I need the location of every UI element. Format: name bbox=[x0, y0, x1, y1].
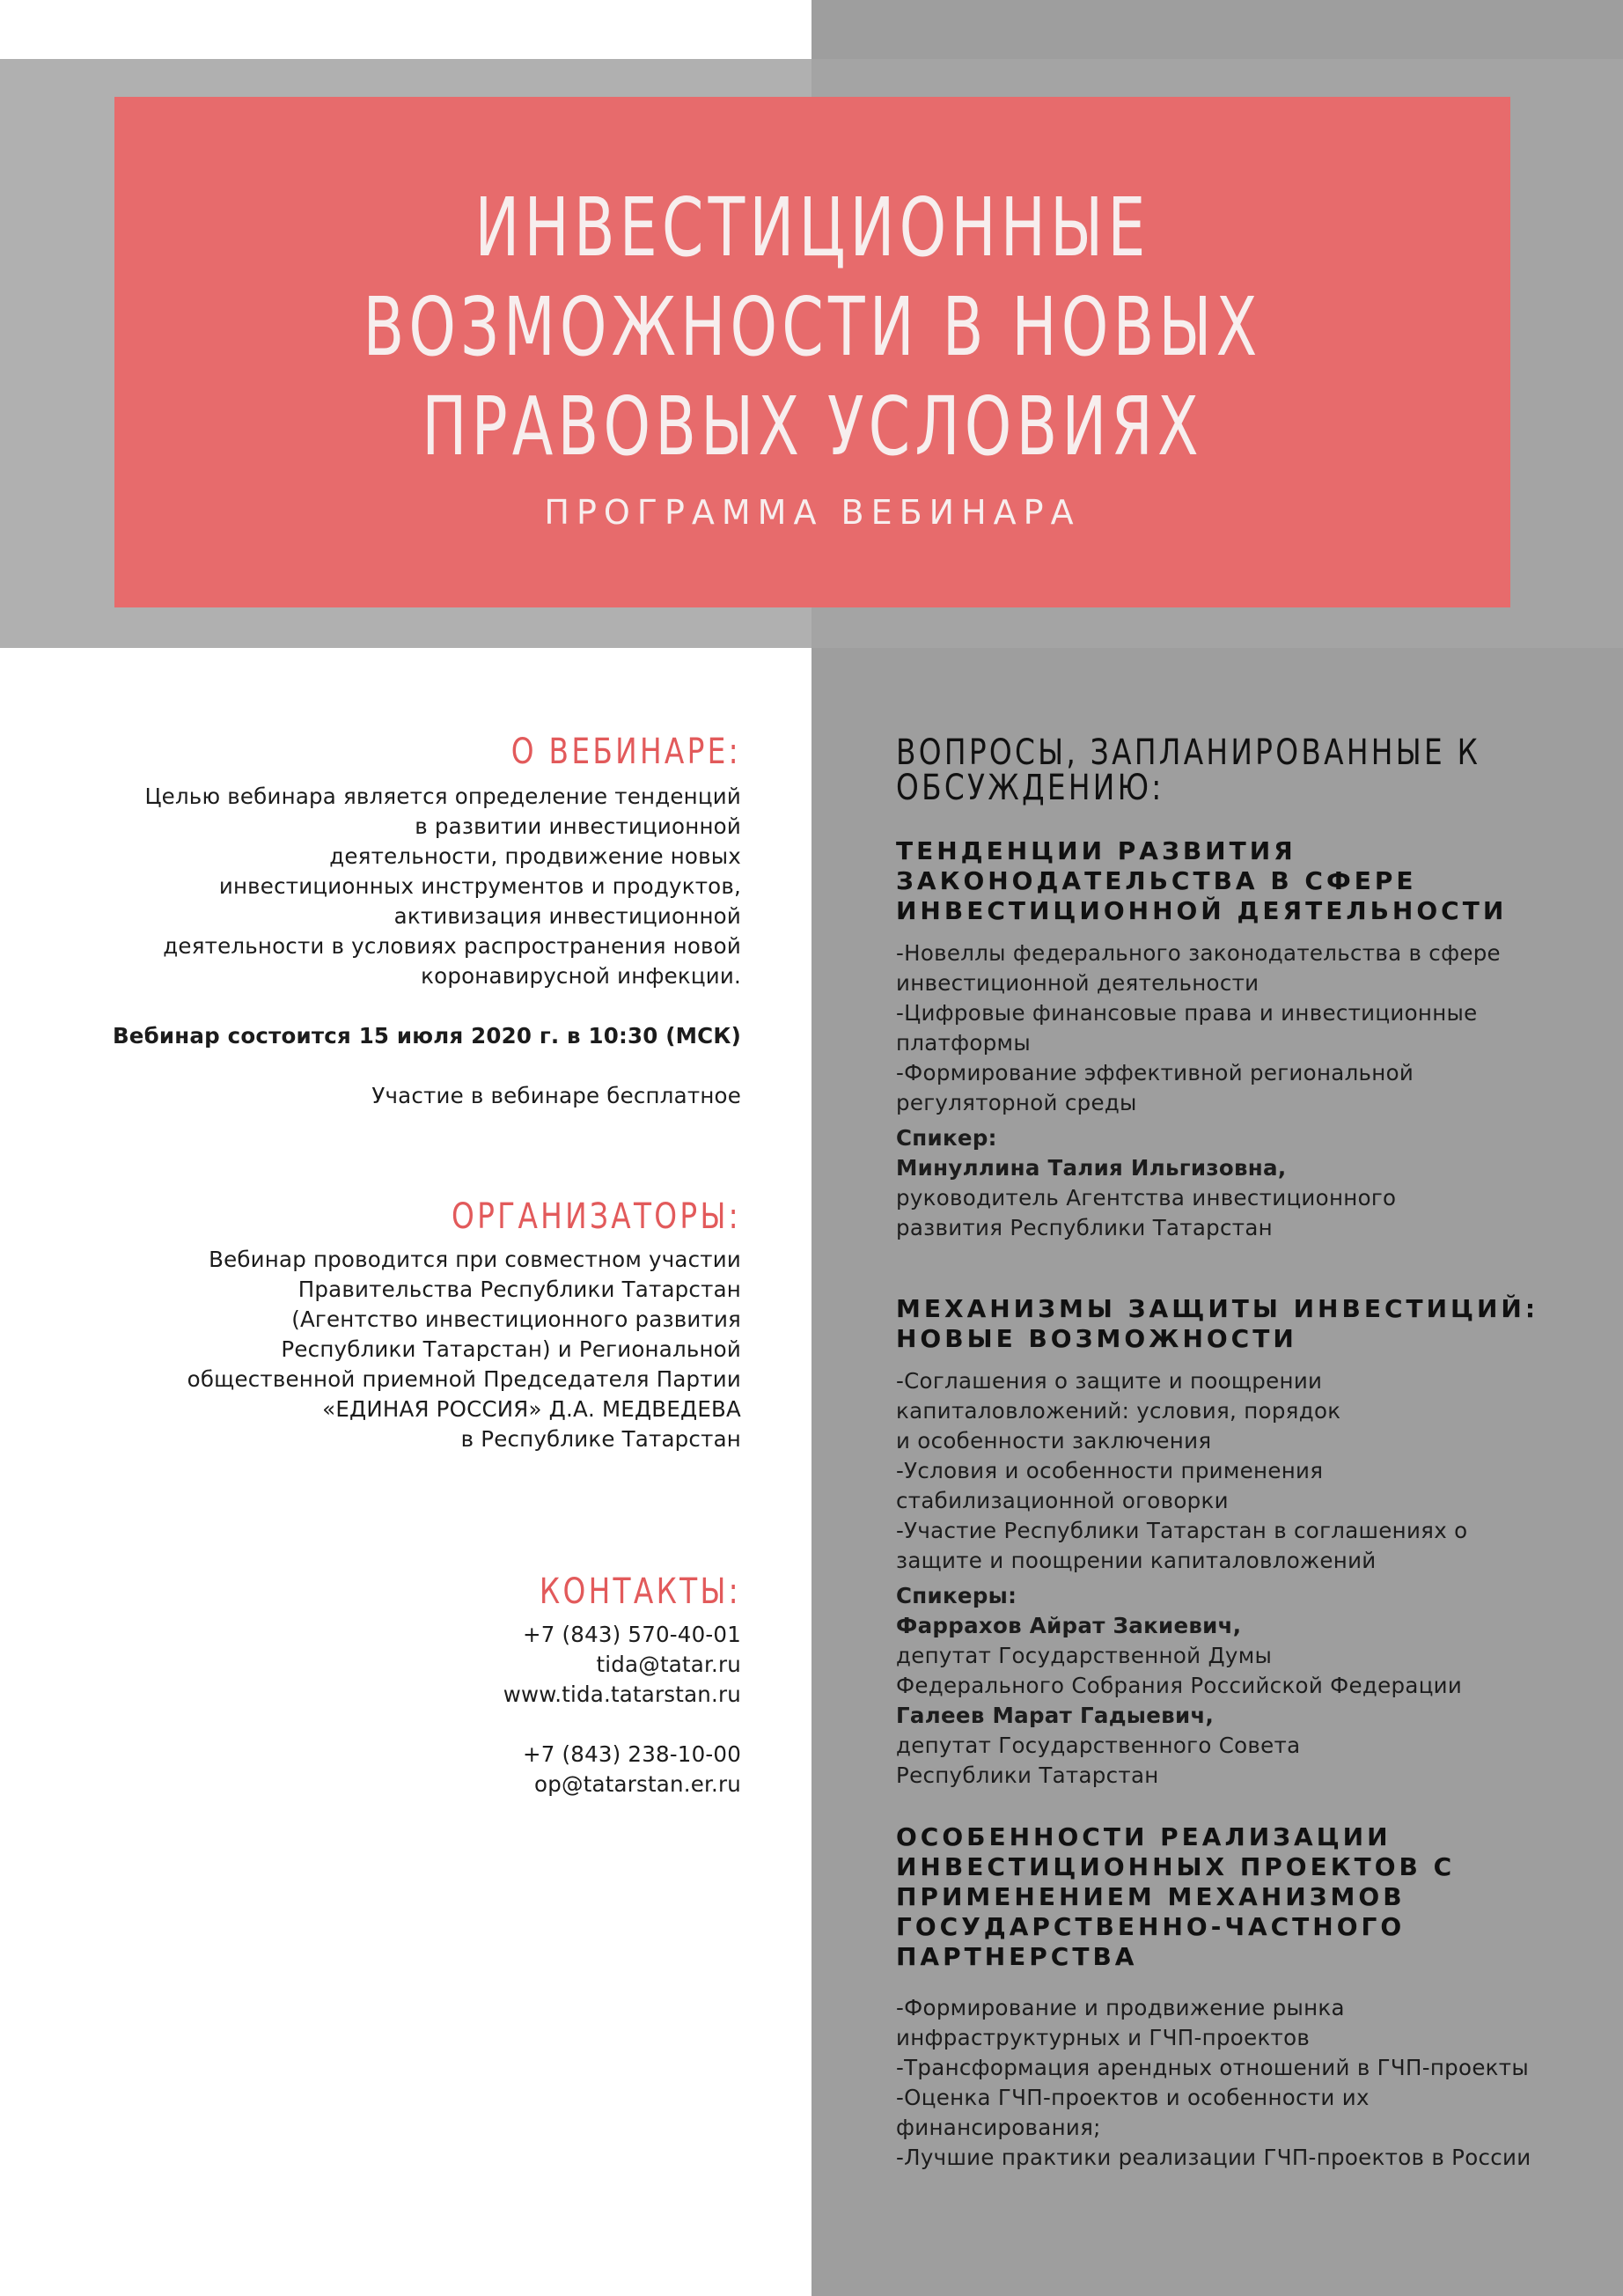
topic-item: -Условия и особенности применения bbox=[896, 1458, 1324, 1483]
speaker-role: руководитель Агентства инвестиционного bbox=[896, 1185, 1397, 1211]
topic-title bbox=[896, 1294, 1591, 1354]
about-line: деятельности в условиях распространения новой bbox=[163, 933, 741, 959]
title-line: ВОЗМОЖНОСТИ В НОВЫХ bbox=[363, 280, 1262, 374]
organizers-line: в Республике Татарстан bbox=[460, 1426, 741, 1452]
speaker-label: Спикер: bbox=[896, 1125, 997, 1151]
topic-item: капиталовложений: условия, порядок bbox=[896, 1398, 1341, 1424]
speaker-role: развития Республики Татарстан bbox=[896, 1215, 1273, 1240]
contact-email[interactable]: tida@tatar.ru bbox=[596, 1652, 741, 1677]
contacts-group-1 bbox=[88, 1620, 741, 1710]
speaker-name: Фаррахов Айрат Закиевич, bbox=[896, 1613, 1242, 1638]
topic-item: регуляторной среды bbox=[896, 1090, 1137, 1115]
organizers-section bbox=[88, 1196, 741, 1454]
contact-phone: +7 (843) 570-40-01 bbox=[523, 1622, 741, 1647]
organizers-line: (Агентство инвестиционного развития bbox=[291, 1306, 741, 1332]
organizers-heading: ОРГАНИЗАТОРЫ: bbox=[452, 1196, 741, 1237]
topic-item: -Цифровые финансовые права и инвестиционные bbox=[896, 1000, 1478, 1026]
topic-item: -Трансформация арендных отношений в ГЧП-проекты bbox=[896, 2055, 1530, 2080]
organizers-line: Республики Татарстан) и Региональной bbox=[281, 1336, 741, 1362]
page-subtitle: ПРОГРАММА ВЕБИНАРА bbox=[544, 493, 1081, 532]
contact-phone: +7 (843) 238-10-00 bbox=[523, 1741, 741, 1767]
topic-speaker bbox=[896, 1123, 1591, 1243]
speaker-name: Галеев Марат Гадыевич, bbox=[896, 1703, 1215, 1728]
topic-item: платформы bbox=[896, 1030, 1031, 1056]
topic-title-line: ИНВЕСТИЦИОННЫХ ПРОЕКТОВ С bbox=[896, 1852, 1456, 1881]
organizers-description bbox=[88, 1245, 741, 1454]
topic-1 bbox=[896, 836, 1591, 1243]
title-banner bbox=[114, 97, 1510, 607]
topic-speakers bbox=[896, 1581, 1591, 1791]
about-line: Целью вебинара является определение тенденций bbox=[144, 784, 741, 809]
about-line: активизация инвестиционной bbox=[393, 903, 741, 929]
topic-item: -Формирование эффективной региональной bbox=[896, 1060, 1414, 1085]
topic-item: финансирования; bbox=[896, 2115, 1101, 2140]
topic-items bbox=[896, 1366, 1591, 1576]
topic-title bbox=[896, 836, 1591, 926]
about-description bbox=[88, 782, 741, 991]
questions-heading-line: ВОПРОСЫ, ЗАПЛАНИРОВАННЫЕ К bbox=[896, 732, 1481, 773]
organizers-line: Правительства Республики Татарстан bbox=[297, 1277, 741, 1302]
contact-website[interactable]: www.tida.tatarstan.ru bbox=[503, 1682, 741, 1707]
organizers-line: «ЕДИНАЯ РОССИЯ» Д.А. МЕДВЕДЕВА bbox=[322, 1396, 741, 1422]
title-line: ИНВЕСТИЦИОННЫЕ bbox=[474, 180, 1150, 275]
topic-item: инвестиционной деятельности bbox=[896, 970, 1259, 996]
about-heading: О ВЕБИНАРЕ: bbox=[510, 732, 741, 772]
topic-title-line: МЕХАНИЗМЫ ЗАЩИТЫ ИНВЕСТИЦИЙ: bbox=[896, 1294, 1539, 1323]
topic-title-line: ПАРТНЕРСТВА bbox=[896, 1942, 1138, 1971]
topic-title-line: ГОСУДАРСТВЕННО-ЧАСТНОГО bbox=[896, 1912, 1406, 1941]
topic-title-line: ЗАКОНОДАТЕЛЬСТВА В СФЕРЕ bbox=[896, 866, 1417, 895]
topic-item: -Оценка ГЧП-проектов и особенности их bbox=[896, 2085, 1370, 2110]
about-line: коронавирусной инфекции. bbox=[421, 963, 741, 989]
questions-heading-block bbox=[896, 732, 1591, 808]
about-line: инвестиционных инструментов и продуктов, bbox=[218, 873, 741, 899]
topic-title-line: ОСОБЕННОСТИ РЕАЛИЗАЦИИ bbox=[896, 1822, 1392, 1851]
speaker-role: Федерального Собрания Российской Федерации bbox=[896, 1673, 1463, 1698]
webinar-free-note: Участие в вебинаре бесплатное bbox=[371, 1083, 741, 1108]
topic-item: -Новеллы федерального законодательства в сфере bbox=[896, 940, 1501, 966]
topic-title-line: ТЕНДЕНЦИИ РАЗВИТИЯ bbox=[896, 836, 1296, 865]
organizers-line: Вебинар проводится при совместном участии bbox=[209, 1247, 741, 1272]
topic-items bbox=[896, 938, 1591, 1118]
title-line: ПРАВОВЫХ УСЛОВИЯХ bbox=[422, 379, 1203, 474]
topic-2 bbox=[896, 1294, 1591, 1791]
questions-heading bbox=[896, 732, 1481, 808]
topic-item: -Формирование и продвижение рынка bbox=[896, 1995, 1345, 2020]
about-line: деятельности, продвижение новых bbox=[329, 843, 741, 869]
topic-item: -Участие Республики Татарстан в соглашениях о bbox=[896, 1518, 1468, 1543]
speakers-label: Спикеры: bbox=[896, 1583, 1017, 1608]
contacts-section bbox=[88, 1571, 741, 1799]
speaker-name: Минуллина Талия Ильгизовна, bbox=[896, 1155, 1287, 1181]
about-line: в развитии инвестиционной bbox=[415, 813, 741, 839]
speaker-role: Республики Татарстан bbox=[896, 1762, 1159, 1788]
topic-item: стабилизационной оговорки bbox=[896, 1488, 1229, 1513]
organizers-line: общественной приемной Председателя Партии bbox=[187, 1366, 741, 1392]
topic-item: -Лучшие практики реализации ГЧП-проектов в России bbox=[896, 2145, 1531, 2170]
questions-heading-line: ОБСУЖДЕНИЮ: bbox=[896, 768, 1164, 808]
contact-email[interactable]: op@tatarstan.er.ru bbox=[534, 1771, 741, 1797]
topic-title-line: НОВЫЕ ВОЗМОЖНОСТИ bbox=[896, 1324, 1297, 1353]
topic-title-line: ПРИМЕНЕНИЕМ МЕХАНИЗМОВ bbox=[896, 1882, 1406, 1911]
about-section bbox=[88, 731, 741, 1111]
speaker-role: депутат Государственного Совета bbox=[896, 1733, 1301, 1758]
speaker-role: депутат Государственной Думы bbox=[896, 1643, 1273, 1668]
topic-3 bbox=[896, 1822, 1591, 2173]
topic-items bbox=[896, 1993, 1591, 2173]
contacts-heading: КОНТАКТЫ: bbox=[539, 1571, 741, 1612]
topic-item: и особенности заключения bbox=[896, 1428, 1212, 1453]
topic-title-line: ИНВЕСТИЦИОННОЙ ДЕЯТЕЛЬНОСТИ bbox=[896, 896, 1508, 925]
topic-item: защите и поощрении капиталовложений bbox=[896, 1548, 1377, 1573]
page-title bbox=[296, 178, 1329, 476]
webinar-date: Вебинар состоится 15 июля 2020 г. в 10:30 (МСК) bbox=[112, 1023, 741, 1049]
topic-item: -Соглашения о защите и поощрении bbox=[896, 1368, 1323, 1394]
topic-title bbox=[896, 1822, 1591, 1972]
contacts-group-2 bbox=[88, 1740, 741, 1799]
topic-item: инфраструктурных и ГЧП-проектов bbox=[896, 2025, 1311, 2050]
